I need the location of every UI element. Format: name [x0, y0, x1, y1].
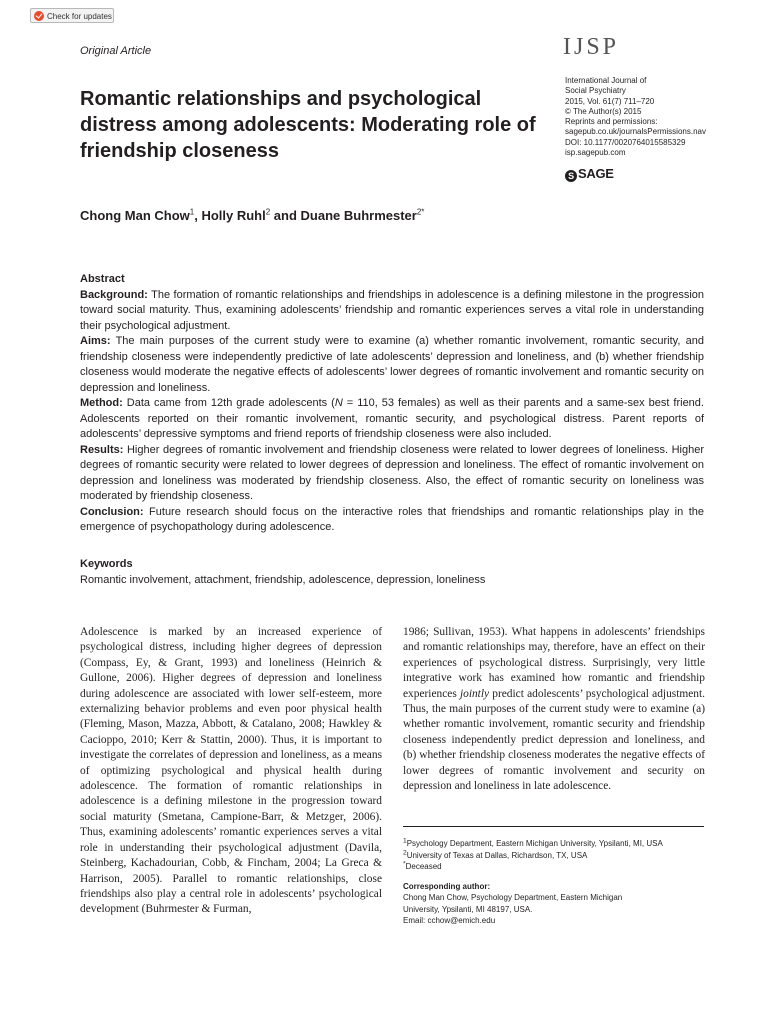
- body-column-left: Adolescence is marked by an increased experience of psychological distress, including higher degrees of depression (Compass, Ey, & Grant, 1993) and loneliness (Heinrich & Gullone, 2006). Higher degrees of depression and loneliness during adolescence are associated with lower self-esteem, more externalizing behavior problems and even poor physical health (Fleming, Mason, Mazza, Abbott, & Catalano, 2008; Hawkley & Cacioppo, 2010; Kerr & Stattin, 2000). Thus, it is important to investigate the correlates of depression and loneliness, as a means of optimizing psychological and physical health during adolescence. The formation of romantic relationships in adolescence is a defining milestone in the progression toward social maturity (Smetana, Campione-Barr, & Metzger, 2006). Thus, examining adolescents’ romantic experiences serves a vital role in understanding their psychological adjustment (Davila, Steinberg, Kachadourian, Cobb, & Fincham, 2004; La Greca & Harrison, 2005). Parallel to romantic relationships, close friendships also play a central role in adolescents’ psychological development (Buhrmester & Furman,: [80, 626, 382, 916]
- permissions-link[interactable]: sagepub.co.uk/journalsPermissions.nav: [565, 127, 706, 137]
- author-affiliation-mark: 2*: [416, 207, 425, 217]
- deceased-note: [403, 861, 705, 873]
- abstract-heading: Abstract: [80, 273, 125, 285]
- meta-line: International Journal of: [565, 76, 647, 85]
- abstract-text: Future research should focus on the interactive roles that friendships and romantic relationships play in the emergence of psychopathology during adolescence.: [80, 505, 704, 533]
- keywords-list: Romantic involvement, attachment, friendship, adolescence, depression, loneliness: [80, 574, 486, 586]
- author-name: Holly Ruhl: [201, 208, 266, 223]
- keywords-heading: Keywords: [80, 558, 133, 570]
- affiliation-text: Psychology Department, Eastern Michigan University, Ypsilanti, MI, USA: [406, 839, 663, 848]
- abstract-text: = 110, 53 females) as well as their parents and a same-sex best friend. Adolescents reported on their romantic involvement, romantic security, and psychological distress. Parent reports of adolescents’ depressive symptoms and friend reports of friendship closeness were also included.: [80, 397, 704, 440]
- abstract-aims: [80, 334, 704, 396]
- footnote-divider: [403, 826, 704, 827]
- author-separator: ,: [194, 208, 202, 223]
- author-affiliation-mark: 1: [189, 207, 195, 217]
- abstract-label: Conclusion:: [80, 505, 144, 518]
- journal-logo: IJSP: [563, 34, 620, 60]
- author-name: Duane Buhrmester: [300, 208, 417, 223]
- affiliation-1: [403, 838, 705, 850]
- author-affiliation-mark: 2: [265, 207, 271, 217]
- check-for-updates-label: Check for updates: [47, 12, 112, 21]
- corresponding-author-line: University, Ypsilanti, MI 48197, USA.: [403, 904, 533, 914]
- abstract-method: [80, 396, 704, 443]
- sage-mark-icon: S: [565, 170, 577, 182]
- meta-line: Reprints and permissions:: [565, 117, 658, 127]
- abstract-italic: N: [334, 397, 343, 409]
- article-type: Original Article: [80, 45, 152, 57]
- corresponding-author-line: Chong Man Chow, Psychology Department, Eastern Michigan: [403, 893, 623, 902]
- journal-meta: [565, 76, 755, 158]
- abstract-text: The main purposes of the current study were to examine (a) whether romantic involvement, romantic security, and friendship closeness were independently predictive of late adolescents’ depression and loneliness, and (b) whether friendship closeness would moderate the negative effects of adolescents’ lower degrees of romantic involvement and romantic security on depression and loneliness.: [80, 335, 704, 394]
- doi-link[interactable]: DOI: 10.1177/0020764015585329: [565, 137, 686, 147]
- abstract: [80, 272, 704, 536]
- abstract-label: Results:: [80, 443, 124, 456]
- body-text: predict adolescents’ psychological adjustment. Thus, the main purposes of the current study were to examine (a) whether romantic involvement, romantic security and friendship closeness independently predict depression and loneliness, and (b) whether friendship closeness moderates the negative effects of lower degrees of romantic involvement and security on depression and loneliness in late adolescence.: [403, 687, 705, 793]
- abstract-conclusion: [80, 505, 704, 536]
- body-emphasis: jointly: [459, 687, 490, 700]
- affiliation-text: University of Texas at Dallas, Richardson, TX, USA: [406, 850, 588, 860]
- author-list: [80, 208, 424, 223]
- publisher-logo: [565, 166, 614, 182]
- check-for-updates-badge[interactable]: [30, 8, 114, 23]
- abstract-label: Aims:: [80, 335, 111, 347]
- abstract-background: [80, 288, 704, 335]
- affiliation-mark: 2: [403, 848, 407, 856]
- abstract-text: Data came from 12th grade adolescents (: [122, 397, 335, 409]
- corresponding-author-email[interactable]: Email: cchow@emich.edu: [403, 916, 496, 925]
- footnotes: [403, 838, 705, 927]
- body-text: 1986; Sullivan, 1953). What happens in adolescents’ friendships and romantic relationships may, therefore, have an effect on their experiences of psychological distress. Surprisingly, very little integrative work has examined how romantic and friendship experiences: [403, 626, 705, 700]
- meta-line: © The Author(s) 2015: [565, 106, 642, 116]
- article-title: Romantic relationships and psychological distress among adolescents: Moderating role of friendship closeness: [80, 88, 536, 162]
- affiliation-2: [403, 850, 705, 862]
- affiliation-mark: 1: [403, 837, 407, 845]
- abstract-label: Background:: [80, 288, 148, 301]
- publisher-name: SAGE: [578, 166, 614, 181]
- meta-line: Social Psychiatry: [565, 86, 626, 96]
- abstract-text: The formation of romantic relationships and friendships in adolescence is a defining milestone in the progression toward social maturity. Thus, examining adolescents’ friendship and romantic experiences serves a vital role in understanding their psychological adjustment.: [80, 288, 704, 332]
- abstract-text: Higher degrees of romantic involvement and friendship closeness were related to lower degrees of loneliness. Higher degrees of romantic security were related to lower degrees of depression and loneliness. The effect of romantic involvement on depression and loneliness was moderated by friendship closeness. Also, the effect of romantic security on loneliness was moderated by friendship closeness.: [80, 443, 704, 502]
- journal-site-link[interactable]: isp.sagepub.com: [565, 148, 626, 158]
- abstract-results: [80, 443, 704, 505]
- abstract-label: Method:: [80, 397, 123, 409]
- meta-line: 2015, Vol. 61(7) 711–720: [565, 96, 655, 106]
- check-update-icon: [34, 11, 44, 21]
- corresponding-author-heading: Corresponding author:: [403, 881, 491, 891]
- author-name: Chong Man Chow: [80, 208, 190, 223]
- affiliation-mark: *: [403, 860, 406, 868]
- deceased-text: Deceased: [405, 862, 442, 871]
- body-column-right: [403, 625, 705, 794]
- author-separator: and: [270, 208, 301, 223]
